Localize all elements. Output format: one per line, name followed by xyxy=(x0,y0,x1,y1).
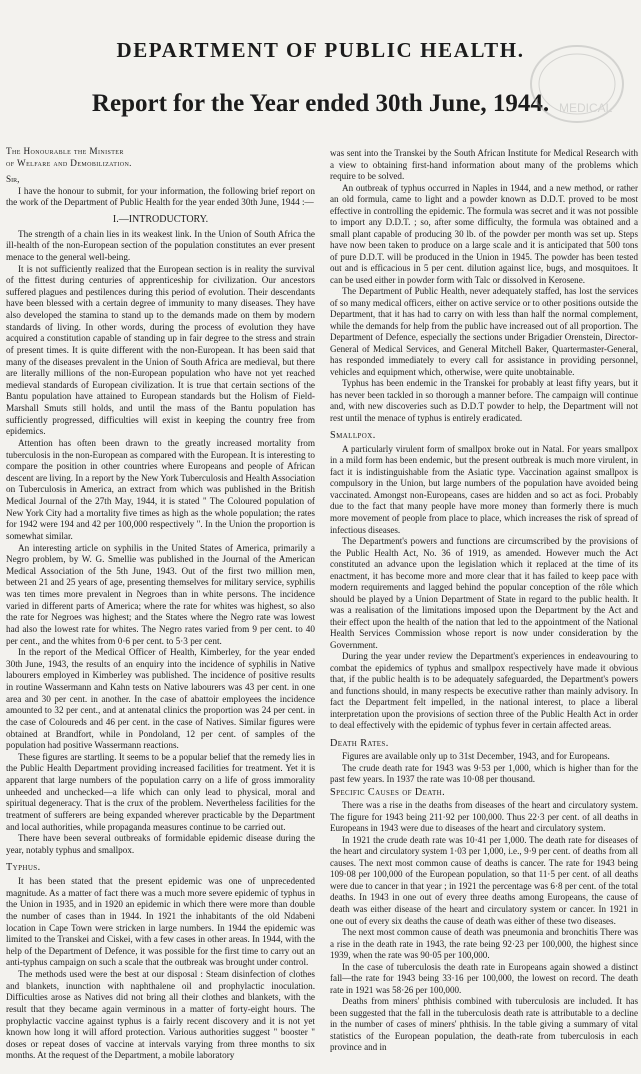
smallpox-heading: Smallpox. xyxy=(330,430,376,442)
library-stamp-icon xyxy=(505,42,625,132)
typhus-paragraph: The methods used were the best at our disposal : Steam disinfection of clothes and blankets, inunction with naphthalene oil and prophylactic inoculation. Difficulties arose as Natives did not bring all their clothes and blankets, with the result that they became again verminous in a matter of forty-eight hours. The prophylactic vaccine against typhus is a fairly recent discovery and it is not yet known how long it will afford protection. Various authorities suggest " booster " doses or repeat doses of vaccine at intervals varying from three months to six months. At the request of the Department, a mobile laboratory xyxy=(6,969,315,1061)
causes-paragraph: There was a rise in the deaths from diseases of the heart and circulatory system. The figure for 1943 being 211·92 per 100,000. Thus 22·3 per cent. of all deaths in Europeans in 1943 were due to diseases of the heart and circulatory system. xyxy=(330,800,638,834)
intro-paragraph: Attention has often been drawn to the greatly increased mortality from tuberculosis in the non-European as compared with the European. It is interesting to compare the position in other countries where Europeans and people of African descent are living. In a report by the New York Tuberculosis and Health Association on Tuberculosis in America, an extract from which was published in the British Medical Journal of the 27th May, 1944, it is stated " The Coloured population of New York City had a mortality five times as high as the whole population; the rates for 1942 were 194 and 42 per 100,000 respectively ". In the Union the proportion is somewhat similar. xyxy=(6,437,316,541)
typhus-paragraph: The Department of Public Health, never adequately staffed, has lost the services of so many medical officers, either on active service or to other positions outside the Department, that it has had to carry on with less than half the normal complement, while the demands for help from the public have increased out of all proportion. The Department of Defence, especially the sections under Brigadier Orenstein, Director-General of Medical Services, and General Mitchell Baker, Quartermaster-General, has responded immediately to every call for assistance in providing personnel, vehicles and equipment which, otherwise, were quite unobtainable. xyxy=(330,286,638,377)
introductory-heading: I.—INTRODUCTORY. xyxy=(112,214,209,226)
typhus-paragraph: An outbreak of typhus occurred in Naples in 1944, and a new method, or rather an old formula, came to light and a powder known as D.D.T. proved to be most effective in controlling the epidemic. The formula was secret and it was not possible to import any D.D.T. ; so, after some difficulty, the formula was obtained and a small plant capable of producing 30 lb. of the powder per month was set up. Steps have now been taken to produce on a large scale and it is anticipated that 500 tons of pure D.D.T. will be produced in the Union in 1945. The powder has been tested out and is efficacious in 5 per cent. dilution against lice, bugs, and mosquitoes. It can be used either in powder form with Talc or dissolved in Kerosene. xyxy=(330,182,638,285)
smallpox-paragraph: During the year under review the Department's experiences in endeavouring to combat the epidemics of typhus and smallpox respectively have made it obvious that, if the public health is to be adequately safeguarded, the Department's powers and functions should, in many respects be executive rather than mainly advisory. In fact the Department felt impelled, in the national interest, to place a liberal interpretation upon the provisions of section three of the Public Health Act in order to deal effectively with the epidemic of typhus fever in certain affected areas. xyxy=(330,651,638,731)
intro-paragraph: In the report of the Medical Officer of Health, Kimberley, for the year ended 30th June, 1943, the results of an enquiry into the incidence of syphilis in Native labourers employed in Kimberley was published. The incidence of positive results in routine Wassermann and Kahn tests on Native labourers was 43 per cent. in one area and 30 per cent. in another. In the case of abattoir employees the incidence amounted to 32 per cent., and at antenatal clinics the proportion was 24 per cent. in the case of Coloureds and 46 per cent. in the case of Natives. Similar figures were obtained at Brandfort, while in Pondoland, 12 per cent. of samples of the population had positive Wassermann reactions. xyxy=(6,647,315,751)
causes-paragraph: The next most common cause of death was pneumonia and bronchitis There was a rise in the death rate in 1943, the rate being 92·23 per 100,000, the highest since 1939, when the rate was 90·05 per 100,000. xyxy=(330,927,638,961)
intro-paragraph: An interesting article on syphilis in the United States of America, primarily a Negro problem, by W. G. Smellie was published in the Journal of the American Medical Association of the 5th June, 1943. Out of the first two million men, between 21 and 25 years of age, presenting themselves for military service, syphilis was ten times more prevalent in Negroes than in white persons. The incidence varied in different parts of America; where the rate for whites was highest, so also the rate for Negroes was highest; and the States where the Negro rate was lowest had also the lowest rate for whites. The Negro rates varied from 9 per cent. to 40 per cent., and the whites from 0·6 per cent. to 5·3 per cent. xyxy=(6,542,315,646)
typhus-heading: Typhus. xyxy=(6,862,41,874)
salutation: Sir, xyxy=(6,174,20,185)
right-column xyxy=(330,148,638,1054)
intro-paragraph: There have been several outbreaks of formidable epidemic disease during the year, notably typhus and smallpox. xyxy=(6,833,315,855)
typhus-paragraph: It has been stated that the present epidemic was one of unprecedented magnitude. As a matter of fact there was a much more severe epidemic of typhus in the Union in 1935, and in 1920 an epidemic in which there were more than double the number of cases than in 1944. In 1921 the inhabitants of the old Ndabeni location in Cape Town were stricken in large numbers. In 1944 the epidemic was limited to the Transkei and Ciskei, with a few cases in other areas. In 1944, with the help of the Department of Defence, it was possible for the first time to carry out an anti-typhus campaign on such a scale that the outbreak was brought under control. xyxy=(6,876,315,968)
death-rates-paragraph: Figures are available only up to 31st December, 1943, and for Europeans. xyxy=(342,751,610,762)
addressee-line-1: The Honourable the Minister xyxy=(6,146,124,156)
report-title: Report for the Year ended 30th June, 1944. xyxy=(91,90,550,117)
death-rates-heading: Death Rates. xyxy=(330,737,389,749)
left-column xyxy=(6,146,315,1062)
causes-paragraph: In 1921 the crude death rate was 10·41 per 1,000. The death rate for diseases of the heart and circulatory system 1·03 per 1,000, i.e., 9·9 per cent. of deaths from all causes. The next most common cause of deaths is cancer. The rate for 1943 being 109·08 per 100,000 of the European population, so that 11·5 per cent. of all deaths were due to cancer in that year ; in 1921 the percentage was 6·8 per cent. of the total deaths. In 1943 in one out of every three deaths among Europeans, the cause of death was either disease of the heart and circulatory system or cancer. In 1921 in one out of every six deaths the cause of death was either of these two diseases. xyxy=(330,834,638,926)
smallpox-paragraph: A particularly virulent form of smallpox broke out in Natal. For years smallpox in a mild form has been endemic, but the present outbreak is much more virulent, in fact it is indistinguishable from the Asiatic type. Vaccination against smallpox is compulsory in the Union, but large numbers of the population have avoided being vaccinated. Amongst non-Europeans, cases are hidden and so act as foci. Probably due to the fact that many people have more money than formerly there is much more movement of people from place to place, which increases the risk of spread of infectious diseases. xyxy=(330,443,638,535)
causes-paragraph: Deaths from miners' phthisis combined with tuberculosis are included. It has been suggested that the fall in the tuberculosis death rate is attributable to a decline in the number of cases of miners' phthisis. In the table giving a summary of vital statistics of the European population, the death-rate from tuberculosis in each province and in xyxy=(330,996,638,1053)
death-rates-paragraph: The crude death rate for 1943 was 9·53 per 1,000, which is higher than for the past few years. In 1937 the rate was 10·08 per thousand. xyxy=(330,762,638,785)
department-heading: DEPARTMENT OF PUBLIC HEALTH. xyxy=(116,38,525,62)
smallpox-paragraph: The Department's powers and functions are circumscribed by the provisions of the Public Health Act, No. 36 of 1919, as amended. However much the Act constituted an advance upon the legislation which it replaced at the time of its enactment, it has become more and more clear that it has failed to keep pace with modern requirements and lagged behind the popular conception of the rôle which should be played by a Union Department of State in regard to the public health. It was a realisation of the limitations imposed upon the Department by the Act and their effect upon the health of the nation that led to the appointment of the National Health Services Commission whose report is now under consideration by the Government. xyxy=(330,536,638,650)
typhus-paragraph: Typhus has been endemic in the Transkei for probably at least fifty years, but it has never been tackled in so thorough a manner before. The campaign will continue and, with new discoveries such as D.D.T powder to help, the Department will not rest until the menace of typhus is entirely eradicated. xyxy=(330,378,638,423)
specific-causes-heading: Specific Causes of Death. xyxy=(330,786,446,798)
intro-paragraph: These figures are startling. It seems to be a popular belief that the remedy lies in the Public Health Department providing increased facilities for treatment. Yet it is apparent that large numbers of the population carry on a life of gross immorality unheeded and unchecked—a life which can only lead to physical, moral and spiritual degeneracy. That is the crux of the problem. Nevertheless facilities for the treatment of sufferers are being expanded wherever practicable by the Department and local authorities, while propaganda measures continue to be carried out. xyxy=(6,751,315,832)
intro-paragraph: The strength of a chain lies in its weakest link. In the Union of South Africa the ill-health of the non-European section of the population constitutes an ever present menace to the general well-being. xyxy=(6,228,315,262)
addressee-line-2: of Welfare and Demobilization. xyxy=(6,157,132,168)
svg-text:MEDICAL: MEDICAL xyxy=(559,101,613,115)
opening-paragraph: I have the honour to submit, for your information, the following brief report on the work of the Department of Public Health for the year ended 30th June, 1944 :— xyxy=(6,185,315,208)
typhus-paragraph-continued: was sent into the Transkei by the South African Institute for Medical Research with a view to obtaining first-hand information about many of the problems which require to be solved. xyxy=(330,148,638,182)
intro-paragraph: It is not sufficiently realized that the European section is in reality the survival of the fittest during centuries of apprenticeship for civilization. Our ancestors suffered plagues and pestilences during this period of evolution. Their descendants have been blessed with a certain degree of immunity to many diseases. They have also developed the stamina to stand up to the demands made on them by modern standards of living. In other words, during the process of evolution they have acquired a constitution capable of standing up in fair degree to the stress and strain of present times. It is quite different with the non-European. It has been said that many of the diseases prevalent in the Union of South Africa are medieval, but there are literally millions of the non-European population who have not yet reached medieval standards of European civilization. It is true that certain sections of the Bantu population have attained to European standards but the Holism of Field-Marshall Smuts still holds, and until the mass of the Bantu population has sufficiently progressed, difficulties will exist in keeping the country free from epidemics. xyxy=(6,263,315,437)
causes-paragraph: In the case of tuberculosis the death rate in Europeans again showed a distinct fall—the rate for 1943 being 33·16 per 100,000, the lowest on record. The death rate in 1921 was 58·26 per 100,000. xyxy=(330,961,638,995)
